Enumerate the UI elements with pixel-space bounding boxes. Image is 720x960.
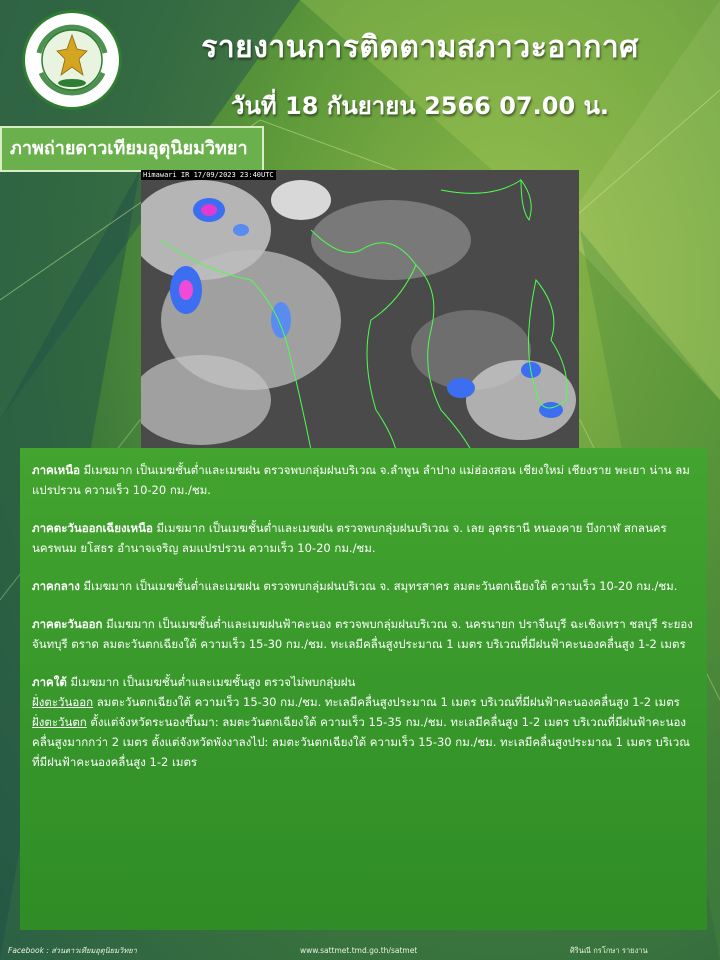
satellite-image xyxy=(141,170,579,450)
footer-website-link[interactable]: www.sattmet.tmd.go.th/satmet xyxy=(300,946,418,955)
region-south xyxy=(32,672,695,692)
section-label: ภาพถ่ายดาวเทียมอุตุนิยมวิทยา xyxy=(0,126,264,172)
region-north xyxy=(32,460,695,500)
region-text: มีเมฆมาก เป็นเมฆชั้นต่ำและเมฆฝน ตรวจพบกลุ่มฝนบริเวณ จ. สมุทรสาคร ลมตะวันตกเฉียงใต้ ความเร็ว 10-20 กม./ชม. xyxy=(79,579,678,593)
report-date: วันที่ 18 กันยายน 2566 07.00 น. xyxy=(230,92,610,120)
page-title: รายงานการติดตามสภาวะอากาศ xyxy=(201,30,639,65)
satellite-caption: Himawari IR 17/09/2023 23:40UTC xyxy=(143,171,274,179)
coast-text: ลมตะวันตกเฉียงใต้ ความเร็ว 15-30 กม./ชม. ทะเลมีคลื่นสูงประมาณ 1 เมตร บริเวณที่มีฝนฟ้าคะนองคลื่นสูง 1-2 เมตร xyxy=(93,695,680,709)
coast-label: ฝั่งตะวันตก xyxy=(32,715,87,729)
weather-report xyxy=(20,448,707,930)
coast-label: ฝั่งตะวันออก xyxy=(32,695,94,709)
region-heading: ภาคเหนือ xyxy=(32,463,81,477)
satellite-map xyxy=(141,170,579,450)
department-logo xyxy=(22,10,122,110)
footer-reporter: ศิรินณี กรโกษา รายงาน xyxy=(570,946,648,955)
region-text: มีเมฆมาก เป็นเมฆชั้นต่ำและเมฆฝนฟ้าคะนอง ตรวจพบกลุ่มฝนบริเวณ จ. นครนายก ปราจีนบุรี ฉะเชิงเทรา ชลบุรี ระยอง จันทบุรี ตราด ลมตะวันตกเฉียงใต้ ความเร็ว 15-30 กม./ชม. ทะเลมีคลื่นสูงประมาณ 1 เมตร บริเวณที่มีฝนฟ้าคะนองคลื่นสูง 1-2 เมตร xyxy=(32,617,693,651)
department-seal-icon xyxy=(25,13,119,107)
region-east xyxy=(32,614,695,654)
coast-text: ตั้งแต่จังหวัดระนองขึ้นมา: ลมตะวันตกเฉียงใต้ ความเร็ว 15-35 กม./ชม. ทะเลมีคลื่นสูง 1-2 เมตร บริเวณที่มีฝนฟ้าคะนองคลื่นสูงมากกว่า 2 เมตร ตั้งแต่จังหวัดพังงาลงไป: ลมตะวันตกเฉียงใต้ ความเร็ว 15-30 กม./ชม. ทะเลมีคลื่นสูงประมาณ 1 เมตร บริเวณที่มีฝนฟ้าคะนองคลื่นสูง 1-2 เมตร xyxy=(32,715,690,769)
region-text: มีเมฆมาก เป็นเมฆชั้นต่ำและเมฆฝน ตรวจพบกลุ่มฝนบริเวณ จ.ลำพูน ลำปาง แม่ฮ่องสอน เชียงใหม่ เชียงราย พะเยา น่าน ลมแปรปรวน ความเร็ว 10-20 กม./ชม. xyxy=(32,463,690,497)
footer-facebook[interactable]: Facebook : ส่วนดาวเทียมอุตุนิยมวิทยา xyxy=(8,946,137,955)
region-heading: ภาคใต้ xyxy=(32,675,67,689)
region-northeast xyxy=(32,518,695,558)
region-heading: ภาคกลาง xyxy=(32,579,80,593)
region-central xyxy=(32,576,695,596)
region-heading: ภาคตะวันออก xyxy=(32,617,103,631)
region-heading: ภาคตะวันออกเฉียงเหนือ xyxy=(32,521,153,535)
region-text: มีเมฆมาก เป็นเมฆชั้นต่ำและเมฆฝน ตรวจพบกลุ่มฝนบริเวณ จ. เลย อุดรธานี หนองคาย บึงกาฬ สกลนคร นครพนม ยโสธร อำนาจเจริญ ลมแปรปรวน ความเร็ว 10-20 กม./ชม. xyxy=(32,521,667,555)
region-text: มีเมฆมาก เป็นเมฆชั้นต่ำและเมฆชั้นสูง ตรวจไม่พบกลุ่มฝน xyxy=(66,675,356,689)
south-east-coast xyxy=(32,692,695,712)
south-west-coast xyxy=(32,712,695,772)
